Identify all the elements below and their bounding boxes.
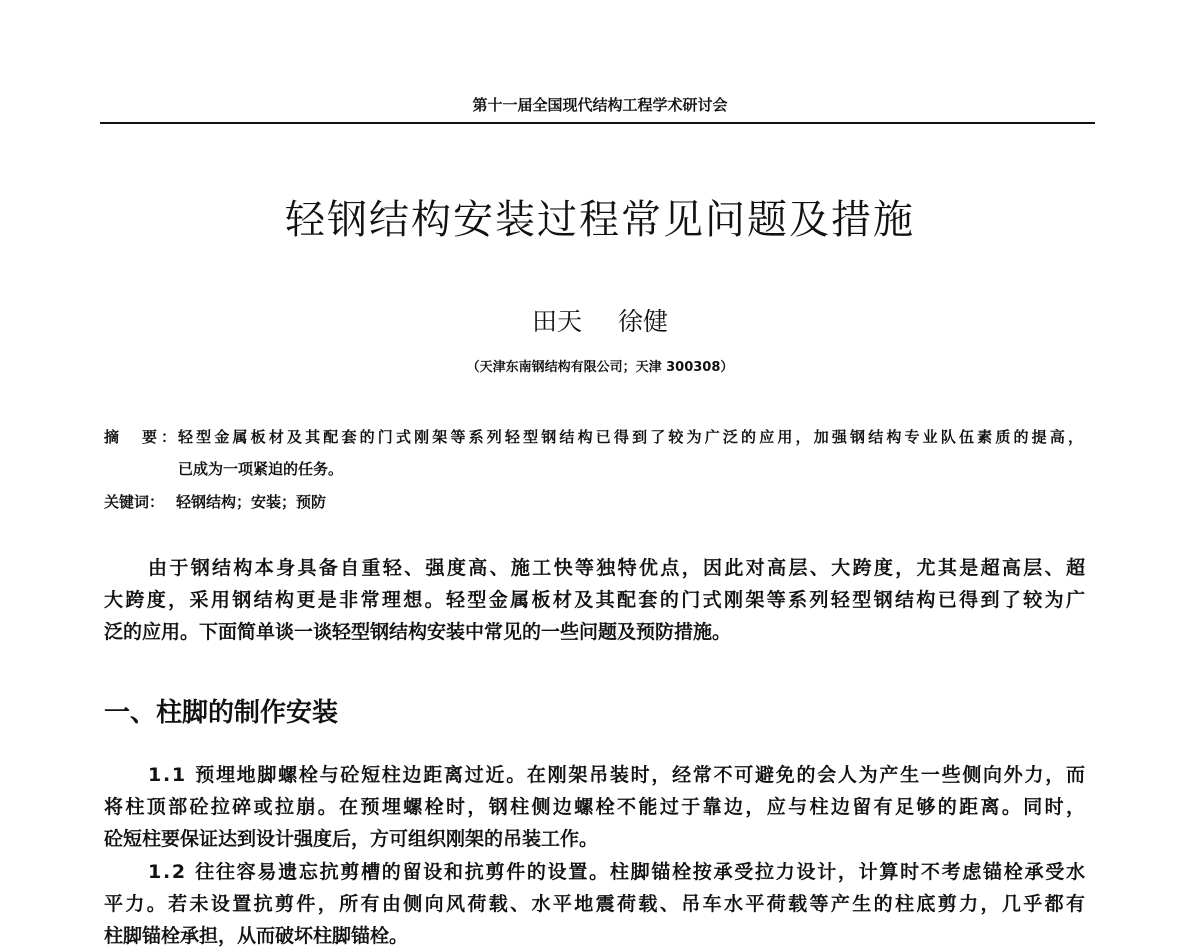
- paper-title: 轻钢结构安装过程常见问题及措施: [285, 197, 915, 243]
- section-heading: 一、柱脚的制作安装: [104, 698, 339, 728]
- keywords: 轻钢结构；安装；预防: [176, 493, 327, 511]
- body-line: 平力。若未设置抗剪件，所有由侧向风荷载、水平地震荷载、吊车水平荷载等产生的柱底剪力，几乎都有: [104, 893, 1088, 915]
- abstract-line: 轻型金属板材及其配套的门式刚架等系列轻型钢结构已得到了较为广泛的应用，加强钢结构专业队伍素质的提高，: [178, 428, 1087, 446]
- header-rule: [100, 122, 1095, 124]
- body-line: 由于钢结构本身具备自重轻、强度高、施工快等独特优点，因此对高层、大跨度，尤其是超高层、超: [148, 557, 1088, 579]
- affiliation: （天津东南钢结构有限公司；天津 300308）: [466, 360, 734, 375]
- body-line: 将柱顶部砼拉碎或拉崩。在预埋螺栓时，钢柱侧边螺栓不能过于靠边，应与柱边留有足够的距离。同时，: [104, 796, 1088, 818]
- keywords-label: 关键词：: [104, 493, 165, 511]
- body-line: 大跨度，采用钢结构更是非常理想。轻型金属板材及其配套的门式刚架等系列轻型钢结构已得到了较为广: [104, 589, 1088, 611]
- body-line: 砼短柱要保证达到设计强度后，方可组织刚架的吊装工作。: [104, 828, 599, 850]
- abstract-label: 摘 要：: [104, 428, 176, 446]
- author: 徐健: [617, 307, 668, 336]
- abstract-line: 已成为一项紧迫的任务。: [178, 460, 344, 478]
- running-head: 第十一届全国现代结构工程学术研讨会: [472, 96, 728, 114]
- body-line: 泛的应用。下面简单谈一谈轻型钢结构安装中常见的一些问题及预防措施。: [104, 621, 732, 643]
- body-line: 1.2 往往容易遗忘抗剪槽的留设和抗剪件的设置。柱脚锚栓按承受拉力设计，计算时不考虑锚栓承受水: [148, 861, 1087, 883]
- author: 田天: [532, 307, 583, 336]
- body-line: 柱脚锚栓承担，从而破坏柱脚锚栓。: [104, 925, 409, 947]
- authors: [0, 302, 1200, 338]
- body-line: 1.1 预埋地脚螺栓与砼短柱边距离过近。在刚架吊装时，经常不可避免的会人为产生一些侧向外力，而: [148, 764, 1087, 786]
